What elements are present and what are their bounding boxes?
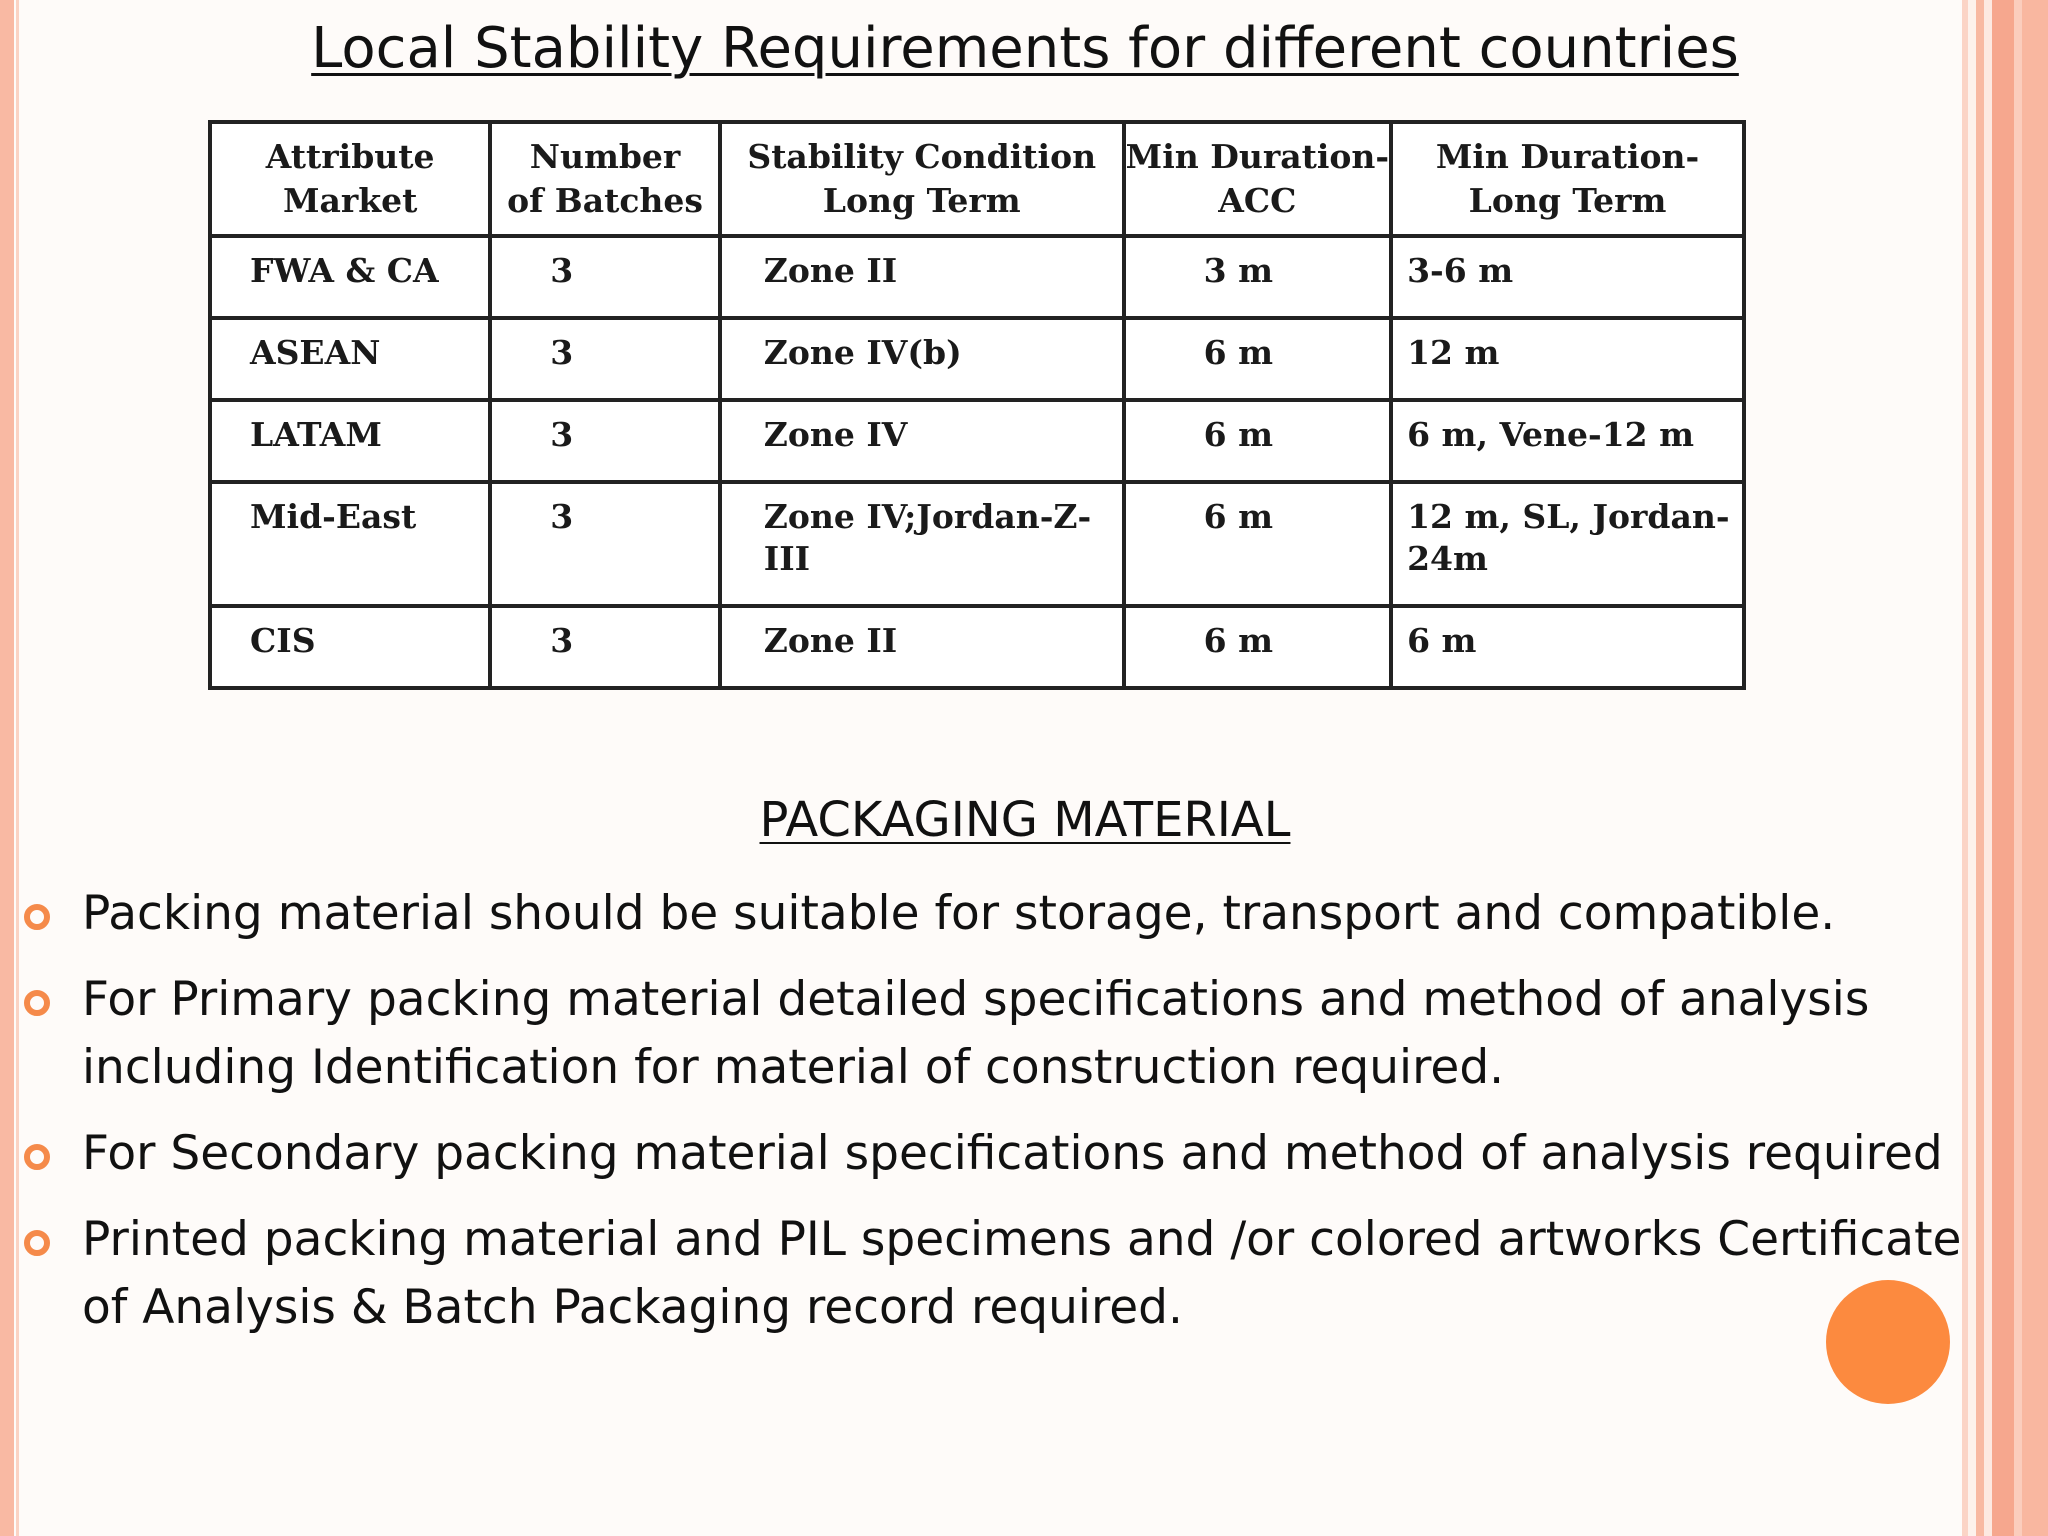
decorative-orange-circle <box>1826 1280 1950 1404</box>
cell-market: LATAM <box>210 400 490 482</box>
cell-long-term: 6 m, Vene-12 m <box>1391 400 1744 482</box>
stability-table-container <box>208 120 1746 690</box>
cell-market: CIS <box>210 606 490 688</box>
bullet-text: For Primary packing material detailed specifications and method of analysis including Identification for material of construction required. <box>82 972 1870 1095</box>
cell-acc: 6 m <box>1124 606 1391 688</box>
table-row <box>210 318 1744 400</box>
cell-acc: 6 m <box>1124 318 1391 400</box>
cell-acc: 3 m <box>1124 236 1391 318</box>
header-line: Long Term <box>822 181 1021 220</box>
bullet-ring-icon <box>24 904 50 930</box>
cell-condition: Zone IV;Jordan-Z-III <box>720 482 1124 606</box>
header-line: Market <box>282 181 418 220</box>
header-attribute-market <box>210 122 490 236</box>
bullet-ring-icon <box>24 1144 50 1170</box>
cell-batches: 3 <box>490 236 720 318</box>
header-line: of Batches <box>507 181 703 220</box>
table-row <box>210 482 1744 606</box>
cell-market: FWA & CA <box>210 236 490 318</box>
bullet-ring-icon <box>24 1230 50 1256</box>
list-item <box>0 880 1990 948</box>
table-row <box>210 606 1744 688</box>
cell-condition: Zone IV <box>720 400 1124 482</box>
cell-long-term: 6 m <box>1391 606 1744 688</box>
packaging-bullet-list <box>0 880 1990 1360</box>
cell-market: ASEAN <box>210 318 490 400</box>
bullet-text: Packing material should be suitable for storage, transport and compatible. <box>82 886 1836 941</box>
list-item <box>0 966 1990 1102</box>
table-row <box>210 236 1744 318</box>
stability-table <box>208 120 1746 690</box>
bullet-ring-icon <box>24 990 50 1016</box>
packaging-heading: PACKAGING MATERIAL <box>759 792 1291 848</box>
header-line: Min Duration- <box>1435 137 1700 176</box>
cell-acc: 6 m <box>1124 482 1391 606</box>
cell-condition: Zone II <box>720 606 1124 688</box>
header-line: Attribute <box>265 137 435 176</box>
slide-title: Local Stability Requirements for different countries <box>311 16 1739 81</box>
header-line: Stability Condition <box>747 137 1097 176</box>
cell-market: Mid-East <box>210 482 490 606</box>
table-header-row <box>210 122 1744 236</box>
bullet-text: Printed packing material and PIL specimens and /or colored artworks Certificate of Analysis & Batch Packaging record required. <box>82 1212 1962 1335</box>
cell-long-term: 12 m <box>1391 318 1744 400</box>
cell-batches: 3 <box>490 318 720 400</box>
header-min-duration-long-term <box>1391 122 1744 236</box>
list-item <box>0 1206 1990 1342</box>
cell-batches: 3 <box>490 400 720 482</box>
header-line: ACC <box>1218 181 1297 220</box>
cell-condition: Zone II <box>720 236 1124 318</box>
cell-acc: 6 m <box>1124 400 1391 482</box>
header-line: Min Duration- <box>1125 137 1390 176</box>
header-line: Number <box>529 137 681 176</box>
cell-condition: Zone IV(b) <box>720 318 1124 400</box>
header-number-of-batches <box>490 122 720 236</box>
list-item <box>0 1120 1990 1188</box>
header-min-duration-acc <box>1124 122 1391 236</box>
cell-long-term: 3-6 m <box>1391 236 1744 318</box>
cell-batches: 3 <box>490 482 720 606</box>
table-row <box>210 400 1744 482</box>
cell-batches: 3 <box>490 606 720 688</box>
cell-long-term: 12 m, SL, Jordan-24m <box>1391 482 1744 606</box>
header-line: Long Term <box>1468 181 1667 220</box>
bullet-text: For Secondary packing material specifications and method of analysis required <box>82 1126 1943 1181</box>
header-stability-condition <box>720 122 1124 236</box>
